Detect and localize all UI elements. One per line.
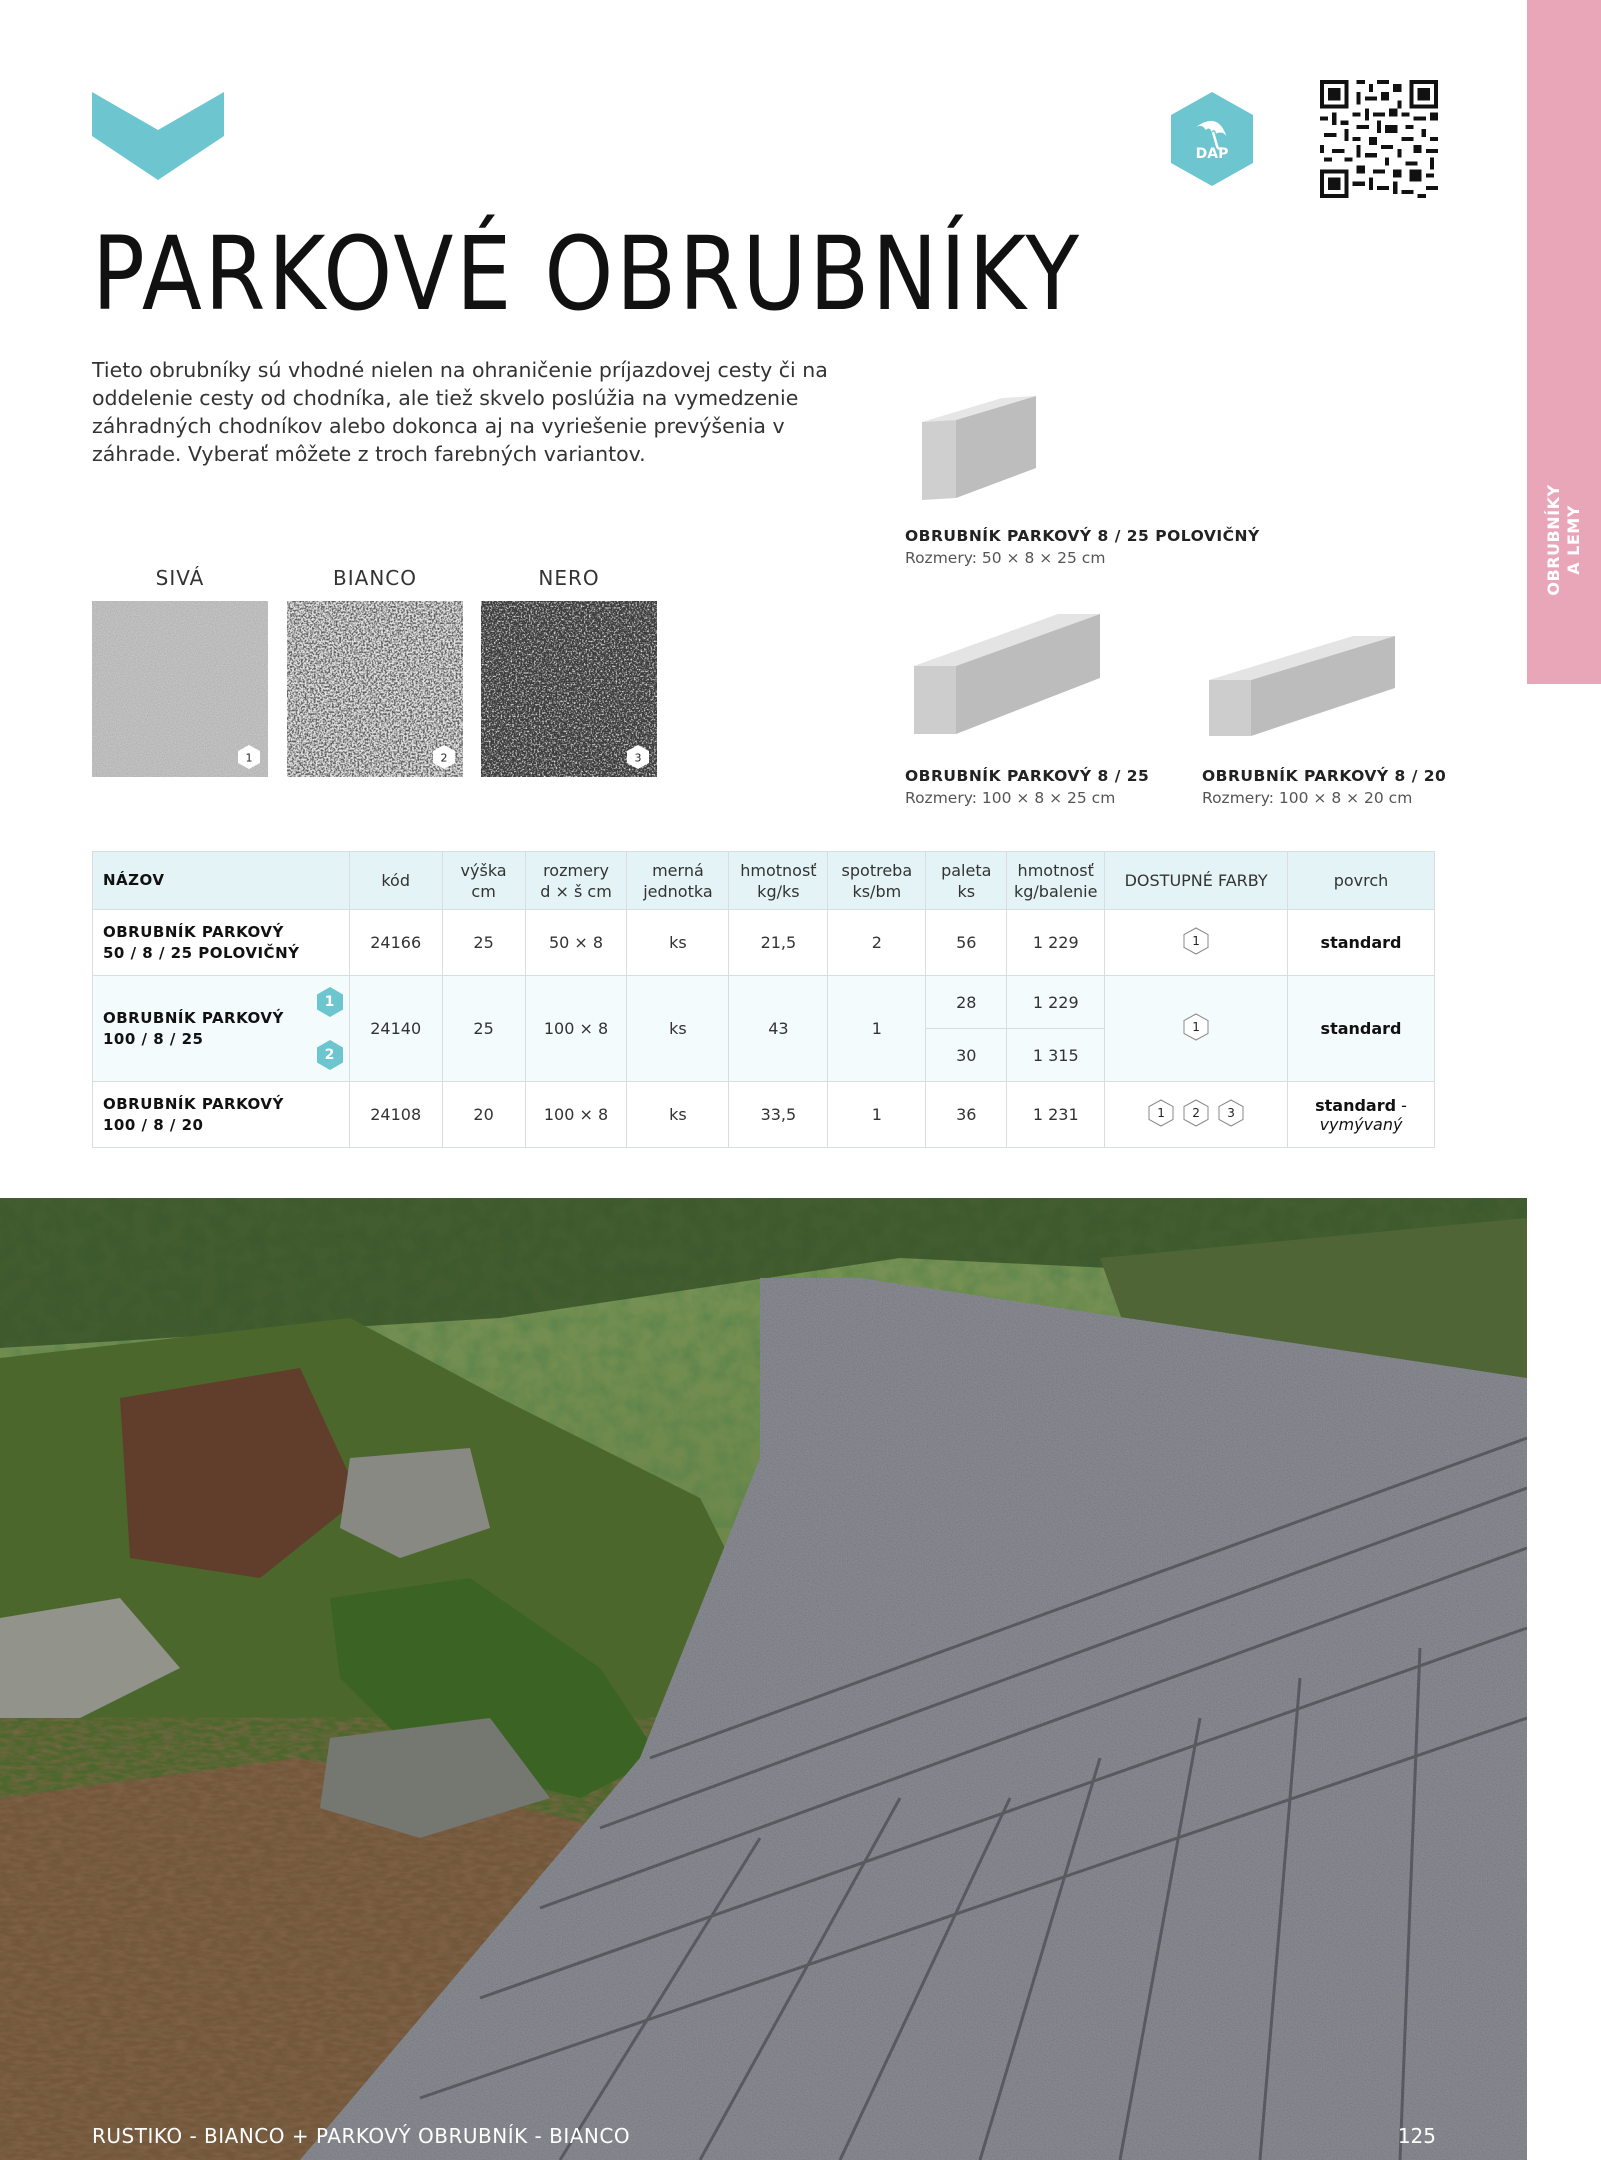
- row-jednotka: ks: [627, 1082, 729, 1148]
- row-farby: [1105, 1082, 1288, 1148]
- col-header-paleta: paleta ks: [926, 852, 1007, 910]
- product-name-curb-8-20: OBRUBNÍK PARKOVÝ 8 / 20: [1202, 767, 1447, 785]
- row-rozmery: 100 × 8: [525, 976, 627, 1082]
- qr-code-icon[interactable]: [1320, 80, 1438, 198]
- side-tab-line-2: A LEMY: [1564, 505, 1583, 575]
- row-vyska: 25: [442, 910, 525, 976]
- row-farby: [1105, 910, 1288, 976]
- svg-text:2: 2: [440, 751, 448, 765]
- row-hmotnost: 21,5: [729, 910, 828, 976]
- row-jednotka: ks: [627, 976, 729, 1082]
- row-hmotnost-balenie: 1 229: [1007, 976, 1105, 1029]
- swatch-label-nero: NERO: [538, 566, 600, 590]
- row-farby: [1105, 976, 1288, 1082]
- svg-text:3: 3: [634, 751, 642, 765]
- product-dims-curb-8-20: Rozmery: 100 × 8 × 20 cm: [1202, 789, 1413, 807]
- col-header-dostupne-farby: DOSTUPNÉ FARBY: [1105, 852, 1288, 910]
- dap-badge-label: DAP: [1195, 146, 1229, 162]
- row-kod: 24140: [349, 976, 442, 1082]
- product-name-curb-8-25: OBRUBNÍK PARKOVÝ 8 / 25: [905, 767, 1150, 785]
- color-hex-badge: 1: [1146, 1098, 1176, 1128]
- col-header-kod: kód: [349, 852, 442, 910]
- row-hmotnost-balenie: 1 315: [1007, 1029, 1105, 1082]
- row-hmotnost-balenie: 1 231: [1007, 1082, 1105, 1148]
- color-hex-badge: 1: [1181, 926, 1211, 956]
- col-header-rozmery: rozmery d × š cm: [525, 852, 627, 910]
- row-hmotnost: 33,5: [729, 1082, 828, 1148]
- product-image-half-curb: [912, 392, 1042, 502]
- photo-caption: RUSTIKO - BIANCO + PARKOVÝ OBRUBNÍK - BIANCO: [92, 2124, 631, 2148]
- product-image-curb-8-25: [908, 608, 1108, 738]
- row-povrch: standard - vymývaný: [1288, 1082, 1435, 1148]
- color-number-badge-3: [625, 744, 651, 770]
- section-side-tab-label: [1527, 484, 1601, 610]
- row-rozmery: 50 × 8: [525, 910, 627, 976]
- col-header-vyska: výška cm: [442, 852, 525, 910]
- row-paleta: 30: [926, 1029, 1007, 1082]
- row-paleta: 36: [926, 1082, 1007, 1148]
- chevron-logo-icon: [92, 92, 224, 182]
- col-header-povrch: povrch: [1288, 852, 1435, 910]
- row-jednotka: ks: [627, 910, 729, 976]
- row-povrch: standard: [1288, 976, 1435, 1082]
- product-dims-curb-8-25: Rozmery: 100 × 8 × 25 cm: [905, 789, 1116, 807]
- col-header-hmotnost-balenie: hmotnosť kg/balenie: [1007, 852, 1105, 910]
- color-hex-badge: 1: [1181, 1012, 1211, 1042]
- color-number-badge-1: [236, 744, 262, 770]
- row-spotreba: 1: [828, 1082, 926, 1148]
- color-marker-2: 2: [315, 1039, 345, 1071]
- swatch-label-siva: SIVÁ: [155, 566, 205, 590]
- color-marker-1: 1: [315, 986, 345, 1018]
- intro-paragraph: Tieto obrubníky sú vhodné nielen na ohraničenie príjazdovej cesty či na oddelenie cesty od chodníka, ale tiež skvelo poslúžia na vymedzenie záhradných chodníkov alebo dokonca aj na vyriešenie prevýšenia v záhrade. Vyberať môžete z troch farebných variantov.: [92, 358, 828, 466]
- col-header-spotreba: spotreba ks/bm: [828, 852, 926, 910]
- row-vyska: 20: [442, 1082, 525, 1148]
- color-hex-badge: 2: [1181, 1098, 1211, 1128]
- table-row: [93, 910, 1435, 976]
- row-hmotnost-balenie: 1 229: [1007, 910, 1105, 976]
- row-povrch: standard: [1288, 910, 1435, 976]
- col-header-hmotnost: hmotnosť kg/ks: [729, 852, 828, 910]
- row-spotreba: 2: [828, 910, 926, 976]
- table-row: [93, 1082, 1435, 1148]
- umbrella-icon: [1169, 90, 1255, 188]
- color-hex-badge: 3: [1216, 1098, 1246, 1128]
- row-name: OBRUBNÍK PARKOVÝ 100 / 8 / 20: [93, 1082, 350, 1148]
- row-hmotnost: 43: [729, 976, 828, 1082]
- product-image-curb-8-20: [1203, 630, 1403, 740]
- garden-path-photo: [0, 1198, 1527, 2160]
- svg-text:1: 1: [245, 751, 253, 765]
- product-spec-table: [92, 851, 1435, 1148]
- product-dims-half-curb: Rozmery: 50 × 8 × 25 cm: [905, 549, 1106, 567]
- color-number-badge-2: [431, 744, 457, 770]
- row-kod: 24108: [349, 1082, 442, 1148]
- row-name: OBRUBNÍK PARKOVÝ 50 / 8 / 25 POLOVIČNÝ: [93, 910, 350, 976]
- row-kod: 24166: [349, 910, 442, 976]
- row-paleta: 28: [926, 976, 1007, 1029]
- row-paleta: 56: [926, 910, 1007, 976]
- page-number: 125: [1397, 2124, 1436, 2148]
- table-header-row: [93, 852, 1435, 910]
- page-title: PARKOVÉ OBRUBNÍKY: [92, 215, 1082, 334]
- col-header-merna-jednotka: merná jednotka: [627, 852, 729, 910]
- product-name-half-curb: OBRUBNÍK PARKOVÝ 8 / 25 POLOVIČNÝ: [905, 527, 1260, 545]
- side-tab-line-1: OBRUBNÍKY: [1544, 484, 1563, 596]
- row-name: OBRUBNÍK PARKOVÝ 100 / 8 / 25 1 2: [93, 976, 350, 1082]
- row-rozmery: 100 × 8: [525, 1082, 627, 1148]
- row-spotreba: 1: [828, 976, 926, 1082]
- table-row: [93, 976, 1435, 1029]
- swatch-label-bianco: BIANCO: [333, 566, 417, 590]
- col-header-nazov: NÁZOV: [93, 852, 350, 910]
- row-vyska: 25: [442, 976, 525, 1082]
